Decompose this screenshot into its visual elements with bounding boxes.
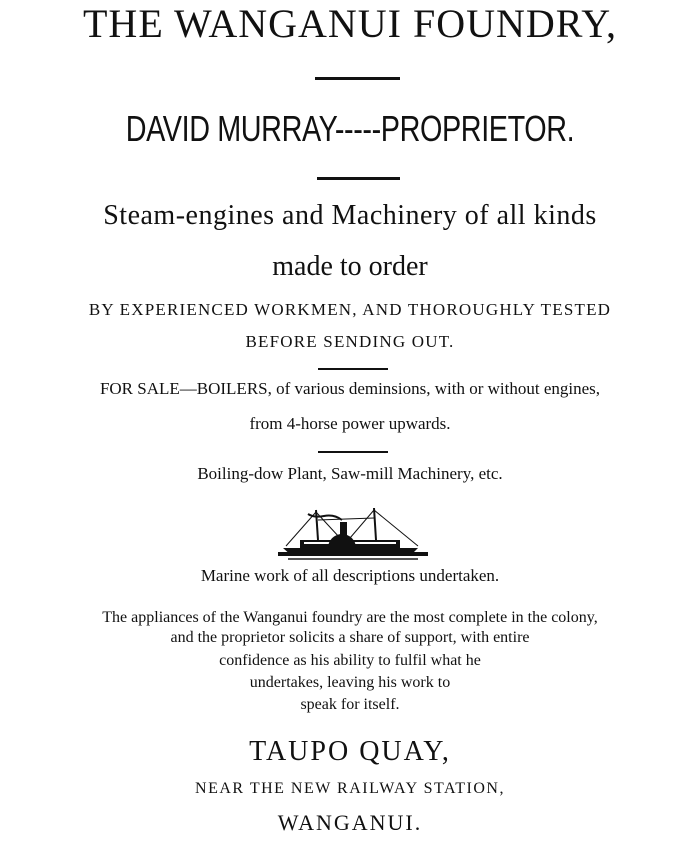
paddle-steamer-icon: [278, 508, 428, 568]
plant-machinery-line: Boiling-dow Plant, Saw-mill Machinery, etc.: [197, 464, 503, 483]
divider: [318, 368, 388, 370]
workmen-line-2: BEFORE SENDING OUT.: [245, 332, 455, 351]
steam-engines-line: Steam-engines and Machinery of all kinds: [103, 200, 597, 231]
divider: [318, 451, 388, 453]
proprietor-line: DAVID MURRAY-----PROPRIETOR.: [125, 108, 575, 149]
divider: [317, 177, 400, 180]
appliances-line-1: The appliances of the Wanganui foundry are the most complete in the colony,: [102, 609, 598, 626]
address-town: WANGANUI.: [277, 810, 423, 835]
workmen-line-1: BY EXPERIENCED WORKMEN, AND THOROUGHLY TESTED: [88, 300, 612, 319]
address-near-station: NEAR THE NEW RAILWAY STATION,: [195, 780, 505, 797]
appliances-line-4: undertakes, leaving his work to: [249, 674, 451, 691]
address-quay: TAUPO QUAY,: [249, 736, 451, 767]
for-sale-line-2: from 4-horse power upwards.: [249, 414, 451, 433]
for-sale-line-1: FOR SALE—BOILERS, of various deminsions, with or without engines,: [99, 379, 601, 398]
appliances-line-2: and the proprietor solicits a share of support, with entire: [170, 629, 530, 646]
made-to-order-line: made to order: [272, 251, 428, 282]
advert-title: THE WANGANUI FOUNDRY,: [83, 1, 617, 46]
appliances-line-3: confidence as his ability to fulfil what he: [219, 652, 481, 669]
divider: [315, 77, 400, 80]
marine-work-line: Marine work of all descriptions undertaken.: [200, 566, 500, 585]
appliances-line-5: speak for itself.: [300, 696, 400, 713]
